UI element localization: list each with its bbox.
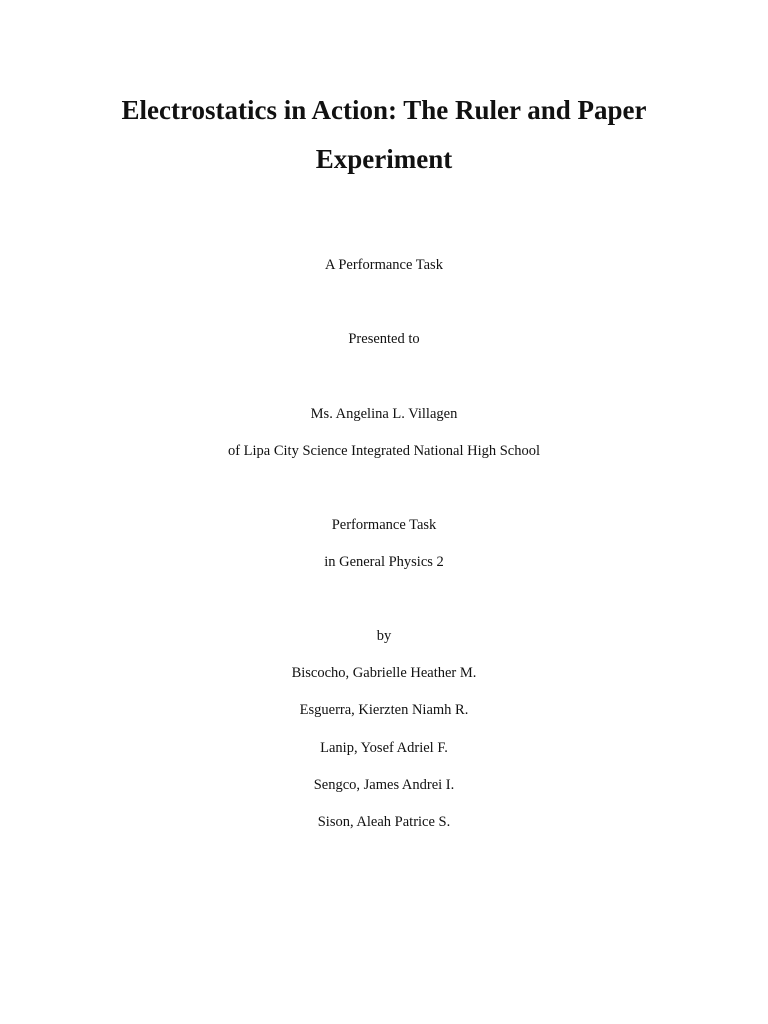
task-label: A Performance Task (325, 257, 443, 273)
presented-to-label: Presented to (348, 331, 420, 347)
by-label: by (376, 628, 392, 644)
author-list (0, 663, 768, 849)
author-name: Esguerra, Kierzten Niamh R. (299, 702, 469, 719)
school-name: of Lipa City Science Integrated National High School (227, 443, 541, 459)
performance-task-label: Performance Task (331, 517, 437, 533)
author-name: Sison, Aleah Patrice S. (317, 814, 451, 831)
subject-label: in General Physics 2 (324, 554, 444, 570)
author-name: Lanip, Yosef Adriel F. (320, 739, 448, 756)
teacher-name: Ms. Angelina L. Villagen (310, 406, 458, 422)
author-name: Sengco, James Andrei I. (313, 776, 455, 793)
document-title: Electrostatics in Action: The Ruler and Paper Experiment (121, 95, 647, 174)
author-name: Biscocho, Gabrielle Heather M. (291, 665, 477, 681)
